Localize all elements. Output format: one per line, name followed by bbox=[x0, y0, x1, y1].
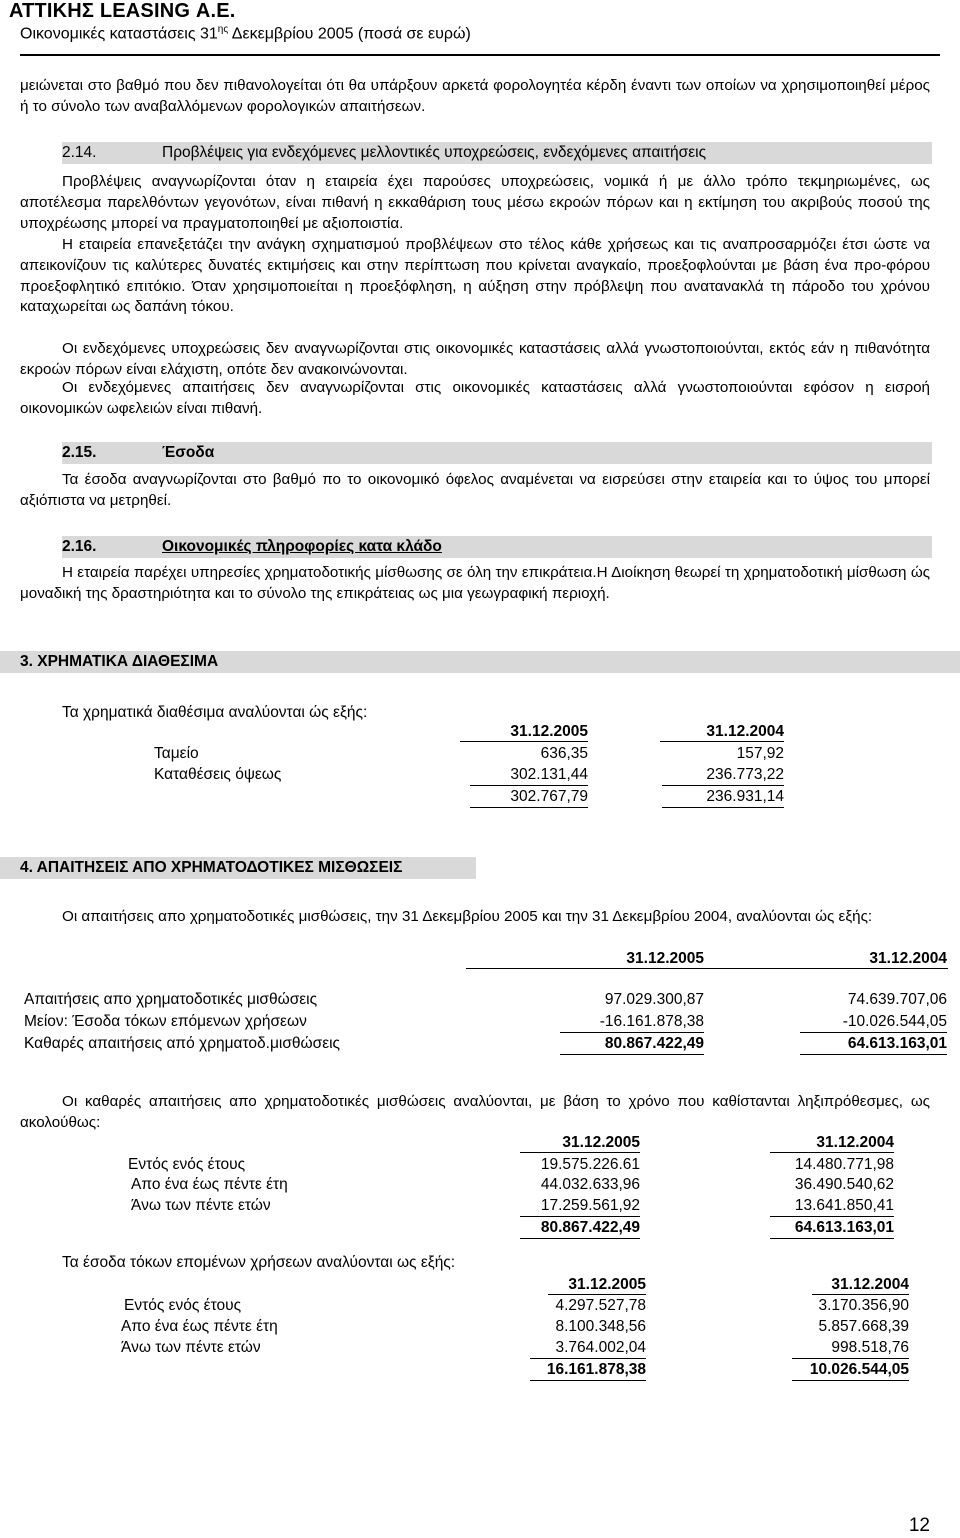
s4-net-underline bbox=[800, 1054, 947, 1055]
s4-col-2004: 31.12.2004 bbox=[869, 950, 947, 967]
s4-t2-row-label: Άνω των πέντε ετών bbox=[131, 1197, 271, 1214]
page-number: 12 bbox=[908, 1515, 930, 1536]
s3-row-label: Ταμείο bbox=[154, 745, 199, 762]
section-2-16-title: Οικονομικές πληροφορίες κατα κλάδο bbox=[162, 538, 442, 555]
s4-t3-row-value: 8.100.348,56 bbox=[555, 1318, 646, 1335]
s4-t2-row-label: Εντός ενός έτους bbox=[128, 1156, 246, 1173]
s4-t3-header-rule bbox=[548, 1294, 646, 1295]
company-title: ΑΤΤΙΚΗΣ LEASING Α.Ε. bbox=[9, 0, 236, 22]
s4-t2-row-value: 13.641.850,41 bbox=[794, 1197, 894, 1214]
s4-t2-row-value: 36.490.540,62 bbox=[794, 1176, 894, 1193]
s4-t3-row-value: 998.518,76 bbox=[831, 1339, 909, 1356]
subtitle-pre: Οικονομικές καταστάσεις 31 bbox=[20, 25, 218, 43]
statement-subtitle bbox=[20, 24, 471, 43]
subtitle-sup: ης bbox=[217, 24, 229, 35]
s4-t2-total-underline bbox=[520, 1238, 640, 1239]
subtitle-post: Δεκεμβρίου 2005 (ποσά σε ευρώ) bbox=[228, 25, 471, 43]
section-2-15-heading bbox=[62, 442, 932, 464]
section-4-intro-2: Οι καθαρές απαιτήσεις απο χρηματοδοτικές μισθώσεις αναλύονται, με βάση το χρόνο που καθίστανται ληξιπρόθεσμες, ως ακολούθως: bbox=[20, 1093, 930, 1131]
s4-t3-row-label: Απο ένα έως πέντε έτη bbox=[121, 1318, 278, 1335]
s3-col1-rule bbox=[460, 741, 588, 742]
s4-t2-row-value: 17.259.561,92 bbox=[540, 1197, 640, 1214]
s4-t3-total-2004: 10.026.544,05 bbox=[809, 1361, 909, 1378]
s4-t3-col-2004: 31.12.2004 bbox=[831, 1276, 909, 1293]
s4-t3-col-2005: 31.12.2005 bbox=[568, 1276, 646, 1293]
s3-total-2004: 236.931,14 bbox=[706, 788, 784, 805]
s4-t3-total-rule bbox=[792, 1358, 909, 1359]
s4-t2-total-underline bbox=[770, 1238, 894, 1239]
section-3-intro: Τα χρηματικά διαθέσιμα αναλύονται ώς εξής: bbox=[62, 704, 368, 721]
s3-col-2004: 31.12.2004 bbox=[706, 723, 784, 740]
s4-t2-row-value: 44.032.633,96 bbox=[540, 1176, 640, 1193]
s4-net-label: Καθαρές απαιτήσεις από χρηματοδ.μισθώσεις bbox=[24, 1035, 341, 1052]
section-2-16-heading bbox=[62, 536, 932, 558]
s3-total-underline bbox=[470, 807, 588, 808]
s4-row-value: -10.026.544,05 bbox=[842, 1013, 947, 1030]
s4-t3-row-value: 4.297.527,78 bbox=[555, 1297, 646, 1314]
s4-t2-col-2005: 31.12.2005 bbox=[562, 1134, 640, 1151]
s4-row-label: Απαιτήσεις απο χρηματοδοτικές μισθώσεις bbox=[24, 991, 318, 1008]
s4-row-value: -16.161.878,38 bbox=[599, 1013, 704, 1030]
s3-total-2005: 302.767,79 bbox=[510, 788, 588, 805]
section-2-16-number: 2.16. bbox=[62, 538, 97, 555]
section-4-title: 4. ΑΠΑΙΤΗΣΕΙΣ ΑΠΟ ΧΡΗΜΑΤΟΔΟΤΙΚΕΣ ΜΙΣΘΩΣΕΙΣ bbox=[20, 859, 403, 876]
section-2-14-heading bbox=[62, 142, 932, 164]
s4-t3-header-rule bbox=[812, 1294, 909, 1295]
s4-t2-header-rule bbox=[520, 1152, 640, 1153]
section-3-heading bbox=[0, 651, 960, 673]
s3-row-value: 302.131,44 bbox=[510, 766, 588, 783]
section-3-title: 3. ΧΡΗΜΑΤΙΚΑ ΔΙΑΘΕΣΙΜΑ bbox=[20, 653, 219, 670]
section-4-intro-3: Τα έσοδα τόκων επομένων χρήσεων αναλύονται ως εξής: bbox=[62, 1254, 456, 1271]
section-2-16-para-1: Η εταιρεία παρέχει υπηρεσίες χρηματοδοτικής μίσθωσης σε όλη την επικράτεια.Η Διοίκηση θεωρεί τη χρηματοδοτική μίσθωση ώς μοναδική της δραστηριότητα και το σύνολο της επικράτειας ως μια γεωγραφική περιοχή. bbox=[20, 564, 930, 602]
s4-net-2004: 64.613.163,01 bbox=[847, 1035, 947, 1052]
s3-row-value: 636,35 bbox=[540, 745, 588, 762]
s3-col2-rule bbox=[660, 741, 784, 742]
section-4-intro: Οι απαιτήσεις απο χρηματοδοτικές μισθώσεις, την 31 Δεκεμβρίου 2005 και την 31 Δεκεμβρίου 2004, αναλύονται ώς εξής: bbox=[62, 908, 873, 925]
s4-t3-row-value: 5.857.668,39 bbox=[818, 1318, 909, 1335]
section-2-15-para-1: Τα έσοδα αναγνωρίζονται στο βαθμό πο το οικονομικό όφελος αναμένεται να εισρεύσει στην εταιρεία και το ύψος του μπορεί αξιόπιστα να μετρηθεί. bbox=[20, 471, 930, 509]
s4-t3-row-value: 3.170.356,90 bbox=[818, 1297, 909, 1314]
s4-t2-total-2005: 80.867.422,49 bbox=[540, 1219, 640, 1236]
s4-t2-col-2004: 31.12.2004 bbox=[816, 1134, 894, 1151]
s4-t3-total-underline bbox=[792, 1380, 909, 1381]
s4-net-underline bbox=[560, 1054, 704, 1055]
s4-t2-row-label: Απο ένα έως πέντε έτη bbox=[131, 1176, 288, 1193]
s4-t2-row-value: 19.575.226.61 bbox=[540, 1156, 640, 1173]
s4-t3-row-label: Εντός ενός έτους bbox=[124, 1297, 242, 1314]
s4-row-value: 74.639.707,06 bbox=[847, 991, 947, 1008]
s3-col-2005: 31.12.2005 bbox=[510, 723, 588, 740]
intro-paragraph: μειώνεται στο βαθμό που δεν πιθανολογείται ότι θα υπάρξουν αρκετά φορολογητέα κέρδη έναντι των οποίων να χρησιμοποιηθεί μέρος ή το σύνολο των αναβαλλόμενων φορολογικών απαιτήσεων. bbox=[20, 77, 930, 115]
s4-t2-row-value: 14.480.771,98 bbox=[794, 1156, 894, 1173]
s4-net-rule bbox=[560, 1032, 704, 1033]
section-2-14-title: Προβλέψεις για ενδεχόμενες μελλοντικές υποχρεώσεις, ενδεχόμενες απαιτήσεις bbox=[162, 144, 707, 161]
section-2-14-para-4: Οι ενδεχόμενες απαιτήσεις δεν αναγνωρίζονται στις οικονομικές καταστάσεις αλλά γνωστοποιούνται εφόσον η εισροή οικονομικών ωφελειών είναι πιθανή. bbox=[20, 379, 930, 417]
s4-row-label: Μείον: Έσοδα τόκων επόμενων χρήσεων bbox=[24, 1013, 307, 1030]
header-rule bbox=[20, 54, 940, 56]
section-2-14-para-3: Οι ενδεχόμενες υποχρεώσεις δεν αναγνωρίζονται στις οικονομικές καταστάσεις αλλά γνωστοποιούνται, εκτός εάν η πιθανότητα εκροών πόρων είναι ελάχιστη, οπότε δεν ανακοινώνονται. bbox=[20, 340, 930, 378]
section-2-15-title: Έσοδα bbox=[162, 444, 215, 461]
s4-net-rule bbox=[800, 1032, 947, 1033]
s4-t2-header-rule bbox=[770, 1152, 894, 1153]
s4-t2-total-2004: 64.613.163,01 bbox=[794, 1219, 894, 1236]
s3-row-value: 236.773,22 bbox=[706, 766, 784, 783]
s4-t2-total-rule bbox=[520, 1216, 640, 1217]
s3-row-label: Καταθέσεις όψεως bbox=[154, 766, 282, 783]
s3-total-rule bbox=[470, 785, 588, 786]
section-2-15-number: 2.15. bbox=[62, 444, 97, 461]
s4-net-2005: 80.867.422,49 bbox=[604, 1035, 704, 1052]
section-4-heading bbox=[0, 857, 476, 879]
s3-row-value: 157,92 bbox=[736, 745, 784, 762]
s4-col-2005: 31.12.2005 bbox=[626, 950, 704, 967]
s4-t3-total-rule bbox=[530, 1358, 646, 1359]
s4-t3-total-2005: 16.161.878,38 bbox=[546, 1361, 646, 1378]
s3-total-underline bbox=[662, 807, 784, 808]
s4-t3-row-value: 3.764.002,04 bbox=[555, 1339, 646, 1356]
s4-header-rule bbox=[466, 968, 948, 969]
s4-t2-total-rule bbox=[770, 1216, 894, 1217]
s4-row-value: 97.029.300,87 bbox=[604, 991, 704, 1008]
section-2-14-para-1: Προβλέψεις αναγνωρίζονται όταν η εταιρεία έχει παρούσες υποχρεώσεις, νομικά ή με άλλο τρόπο τεκμηριωμένες, ως αποτέλεσμα παρελθόντων γεγονότων, είναι πιθανή η εκκαθάριση τους μέσω εκροών πόρων και η εκτίμηση του ακριβούς ποσού της υποχρέωσης μπορεί να πραγματοποιηθεί με αξιοποιστία. bbox=[20, 173, 930, 232]
s3-total-rule bbox=[662, 785, 784, 786]
s4-t3-total-underline bbox=[530, 1380, 646, 1381]
s4-t3-row-label: Άνω των πέντε ετών bbox=[121, 1339, 261, 1356]
section-2-14-number: 2.14. bbox=[62, 144, 97, 161]
section-2-14-para-2: Η εταιρεία επανεξετάζει την ανάγκη σχηματισμού προβλέψεων στο τέλος κάθε χρήσεως και τις αναπροσαρμόζει έτσι ώστε να απεικονίζουν τις καλύτερες δυνατές εκτιμήσεις και στην περίπτωση που κρίνεται αναγκαίο, προεξοφλούνται με βάση ένα προ-φόρου προεξοφλητικό επιτόκιο. Όταν χρησιμοποιείται η προεξόφληση, η αύξηση στην πρόβλεψη που ανατανακλά τη πάροδο του χρόνου καταχωρείται ως δαπάνη τόκου. bbox=[20, 236, 930, 316]
